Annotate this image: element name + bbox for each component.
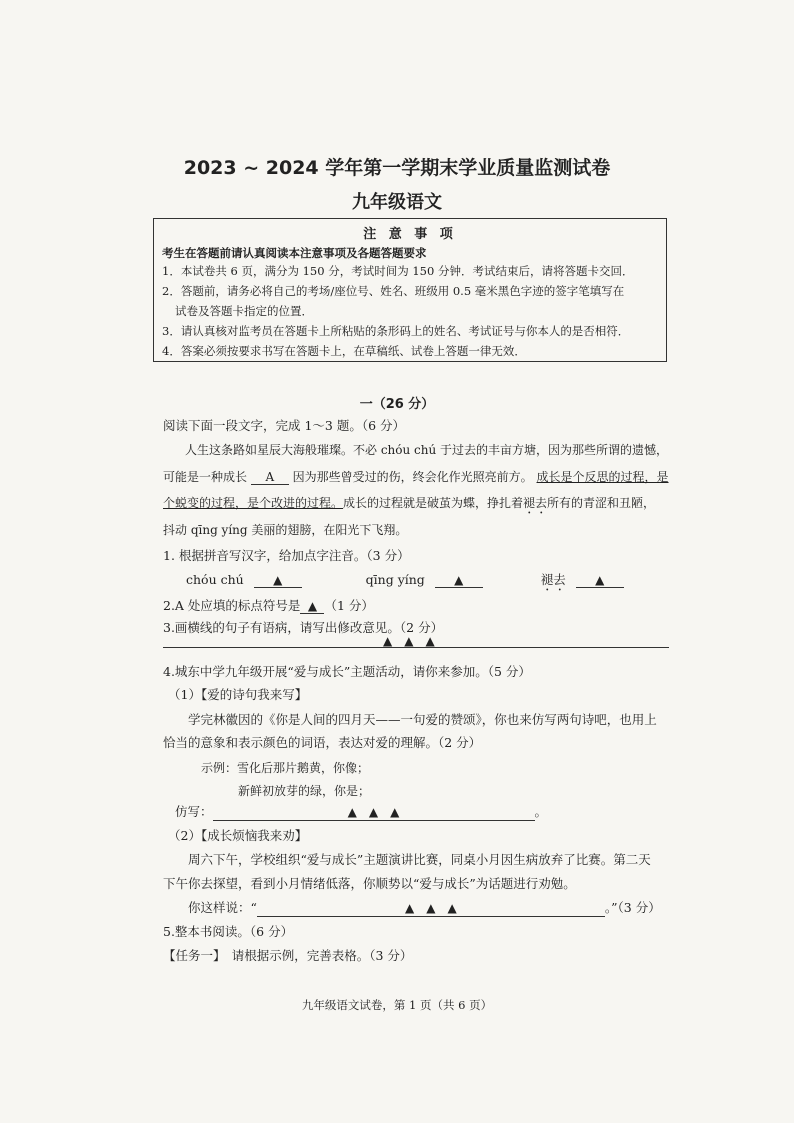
passage-line: 人生这条路如星辰大海般璀璨。不必 chóu chú 于过去的丰亩方塘，因为那些所谓的遗憾， [185,443,669,457]
exam-subject: 九年级语文 [352,192,442,213]
dotted-word: 褪去 [523,496,548,510]
q5-task: 【任务一】 请根据示例，完善表格。（3 分） [163,948,413,963]
notice-heading: 注 意 事 项 [363,227,457,242]
notice-item: 1．本试卷共 6 页，满分为 150 分，考试时间为 150 分钟．考试结束后，请将答题卡交回． [162,264,634,278]
blank-a: A [251,470,289,485]
page-footer: 九年级语文试卷，第 1 页（共 6 页） [301,998,493,1012]
passage-line [163,468,669,485]
passage-text: 可能是一种成长 [163,470,248,484]
notice-item: 试卷及答题卡指定的位置． [175,304,313,318]
q3-answer-line[interactable] [163,647,669,648]
q4-part2-text: 下午你去探望，看到小月情绪低落，你顺势以“爱与成长”为话题进行劝勉。 [163,876,576,891]
answer-blank[interactable]: ▲ ▲ ▲ [213,803,535,821]
answer-blank[interactable]: ▲ ▲ ▲ [257,899,605,917]
q4-part2-title: （2）【成长烦恼我来劝】 [168,828,308,843]
passage-text: 因为那些曾受过的伤，终会化作光照亮前方。 [292,470,533,484]
q4-part1-text: 恰当的意象和表示颜色的词语，表达对爱的理解。（2 分） [163,735,482,750]
q4-part1-title: （1）【爱的诗句我来写】 [168,687,308,702]
q3-answer-marks: ▲ ▲ ▲ [383,634,435,648]
passage-line: 抖动 qīng yíng 美丽的翅膀，在阳光下飞翔。 [163,523,408,537]
notice-item: 4．答案必须按要求书写在答题卡上，在草稿纸、试卷上答题一律无效． [162,344,526,358]
passage-line [163,494,655,517]
question-5: 5.整本书阅读。（6 分） [163,924,294,939]
question-3: 3.画横线的句子有语病，请写出修改意见。（2 分） [163,620,444,635]
answer-blank[interactable]: ▲ [435,572,483,588]
underlined-sentence: 个蜕变的过程，是个改进的过程。 [163,496,344,510]
q4-imitate-line: 仿写： ▲ ▲ ▲ 。 [175,804,548,819]
notice-box [153,218,667,362]
q1-item: chóu chú [186,572,244,587]
answer-blank[interactable]: ▲ [300,598,324,614]
reading-instruction: 阅读下面一段文字，完成 1～3 题。（6 分） [163,418,406,433]
question-2: 2.A 处应填的标点符号是 ▲ （1 分） [163,598,374,613]
question-1: 1. 根据拼音写汉字，给加点字注音。（3 分） [163,548,410,563]
passage-text: 成长的过程就是破茧为蝶，挣扎着 [343,496,524,510]
underlined-sentence: 成长是个反思的过程，是 [536,470,669,484]
q4-part1-text: 学完林徽因的《你是人间的四月天——一句爱的赞颂》，你也来仿写两句诗吧，也用上 [188,712,657,727]
q4-example: 示例：雪化后那片鹅黄，你像； [201,761,370,775]
answer-blank[interactable]: ▲ [254,572,302,588]
q1-item: qīng yíng [365,572,425,587]
question-4: 4.城东中学九年级开展“爱与成长”主题活动，请你来参加。（5 分） [163,664,531,679]
notice-item: 2．答题前，请务必将自己的考场/座位号、姓名、班级用 0.5 毫米黑色字迹的签字笔填写在 [162,284,625,298]
answer-blank[interactable]: ▲ [576,572,624,588]
q4-example: 新鲜初放芽的绿，你是； [238,784,371,798]
notice-subheading: 考生在答题前请认真阅读本注意事项及各题答题要求 [162,246,427,260]
notice-item: 3．请认真核对监考员在答题卡上所粘贴的条形码上的姓名、考试证号与你本人的是否相符． [162,324,630,338]
exam-title: 2023 ~ 2024 学年第一学期末学业质量监测试卷 [183,157,611,179]
q4-say-line: 你这样说：“ ▲ ▲ ▲ 。”（3 分） [188,900,661,915]
q1-answers [186,570,624,594]
passage-text: 所有的青涩和丑陋， [547,496,656,510]
q4-part2-text: 周六下午，学校组织“爱与成长”主题演讲比赛，同桌小月因生病放弃了比赛。第二天 [188,852,651,867]
q1-item: 褪去 [540,572,566,587]
section-title: 一（26 分） [359,397,435,412]
